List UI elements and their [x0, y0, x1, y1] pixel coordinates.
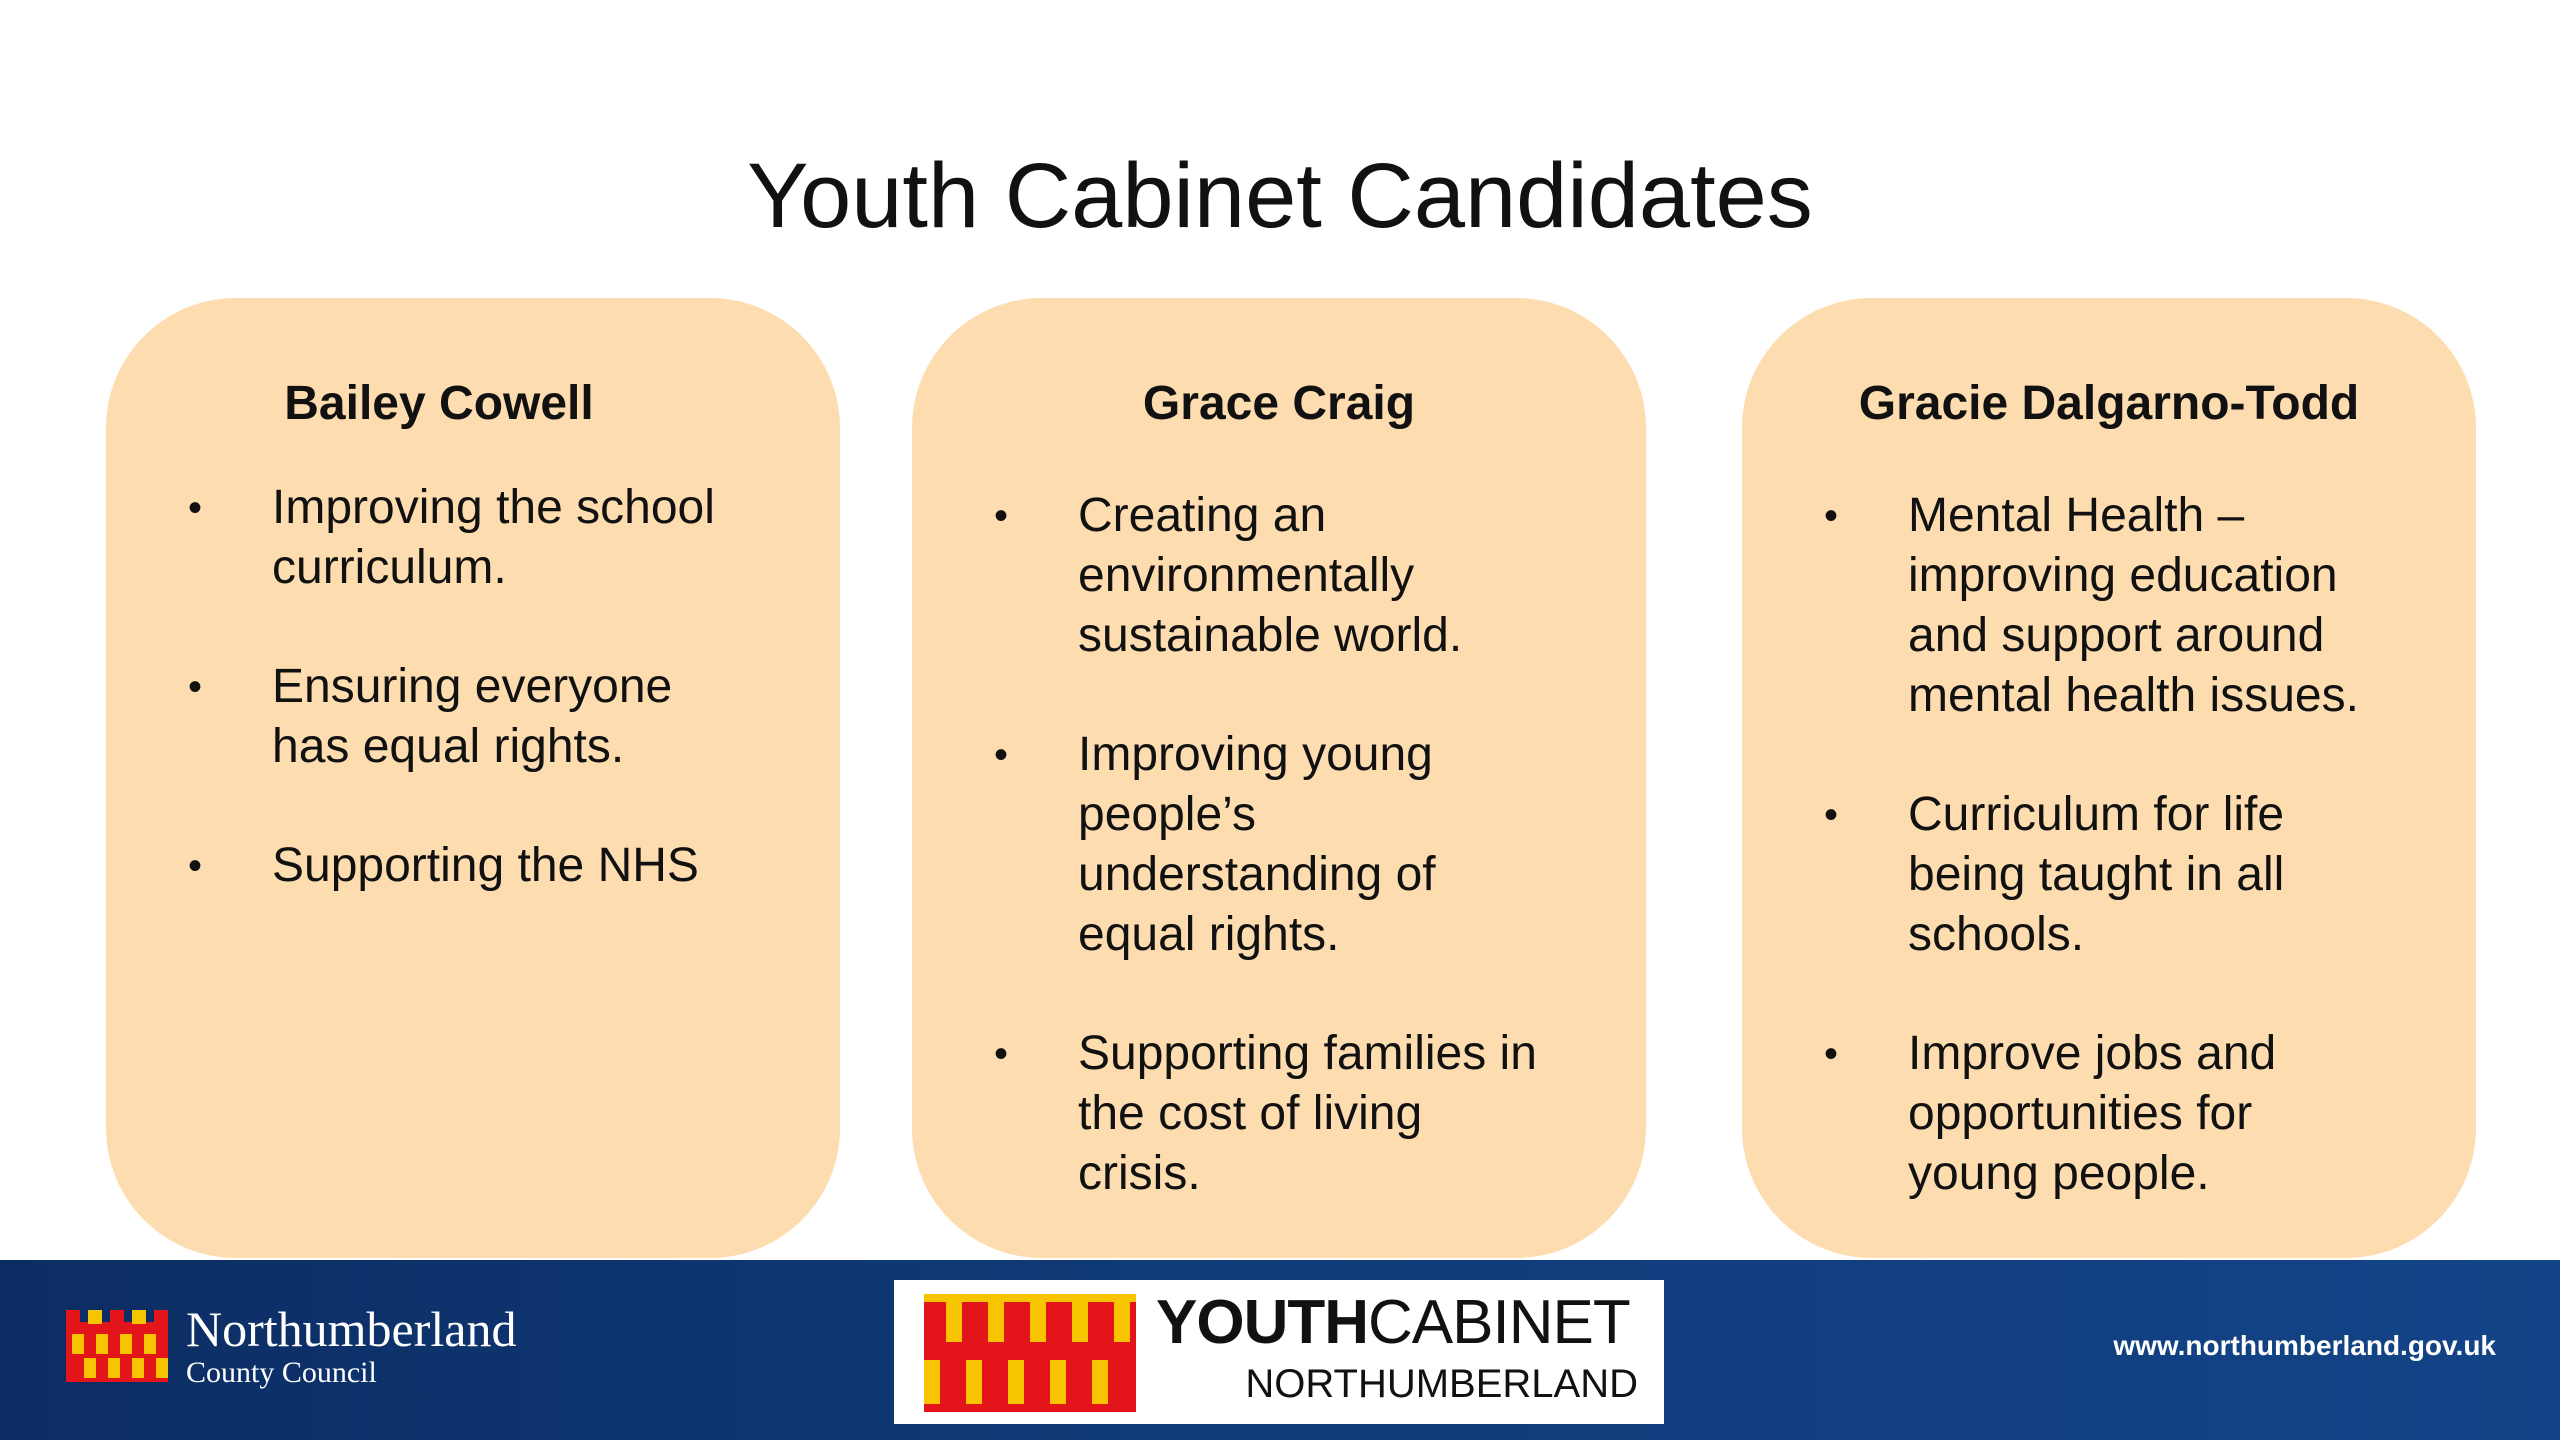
website-url: www.northumberland.gov.uk — [2113, 1330, 2496, 1361]
bullet-icon: • — [188, 844, 203, 888]
point-text: Improving the school curriculum. — [272, 481, 715, 594]
bullet-icon: • — [1824, 494, 1839, 538]
candidate-point — [1742, 486, 2476, 726]
candidate-card — [912, 298, 1646, 1258]
council-logo — [66, 1302, 586, 1402]
council-crest-icon — [66, 1310, 168, 1382]
point-text: Supporting families in the cost of living crisis. — [1078, 1027, 1537, 1200]
council-name: Northumberland — [186, 1301, 517, 1357]
bullet-icon: • — [994, 733, 1009, 777]
candidate-point — [912, 725, 1646, 965]
point-text: Curriculum for life being taught in all schools. — [1908, 788, 2285, 961]
youth-cabinet-title-bold: YOUTH — [1156, 1288, 1368, 1357]
bullet-icon: • — [994, 494, 1009, 538]
point-text: Ensuring everyone has equal rights. — [272, 660, 673, 773]
council-subtitle: County Council — [186, 1356, 377, 1389]
candidate-point — [1742, 1024, 2476, 1204]
bullet-icon: • — [994, 1032, 1009, 1076]
bullet-icon: • — [188, 665, 203, 709]
candidate-points — [1742, 486, 2476, 1258]
candidate-card — [1742, 298, 2476, 1258]
candidate-points — [106, 478, 840, 955]
youth-cabinet-subtitle: NORTHUMBERLAND — [1245, 1362, 1638, 1406]
bullet-icon: • — [1824, 1032, 1839, 1076]
point-text: Creating an environmentally sustainable world. — [1078, 489, 1463, 662]
candidate-point — [106, 478, 840, 598]
candidate-name: Gracie Dalgarno-Todd — [1858, 377, 2360, 430]
point-text: Supporting the NHS — [272, 839, 699, 892]
candidate-card — [106, 298, 840, 1258]
bullet-icon: • — [1824, 793, 1839, 837]
bullet-icon: • — [188, 486, 203, 530]
youth-cabinet-title — [1156, 1288, 1630, 1357]
candidate-point — [106, 836, 840, 896]
youth-cabinet-flag-icon — [924, 1294, 1136, 1412]
youth-cabinet-logo — [894, 1280, 1664, 1424]
candidate-point — [106, 657, 840, 777]
footer-band — [0, 1260, 2560, 1440]
youth-cabinet-title-rest: CABINET — [1368, 1288, 1630, 1357]
point-text: Mental Health – improving education and support around mental health issues. — [1908, 489, 2359, 722]
candidate-name: Grace Craig — [1142, 377, 1416, 430]
candidate-point — [1742, 785, 2476, 965]
candidate-point — [912, 1024, 1646, 1204]
slide-title: Youth Cabinet Candidates — [747, 145, 1813, 247]
point-text: Improving young people’s understanding of equal rights. — [1078, 728, 1436, 961]
point-text: Improve jobs and opportunities for young people. — [1908, 1027, 2277, 1200]
candidate-name: Bailey Cowell — [284, 377, 594, 430]
candidate-point — [912, 486, 1646, 666]
candidate-points — [912, 486, 1646, 1258]
